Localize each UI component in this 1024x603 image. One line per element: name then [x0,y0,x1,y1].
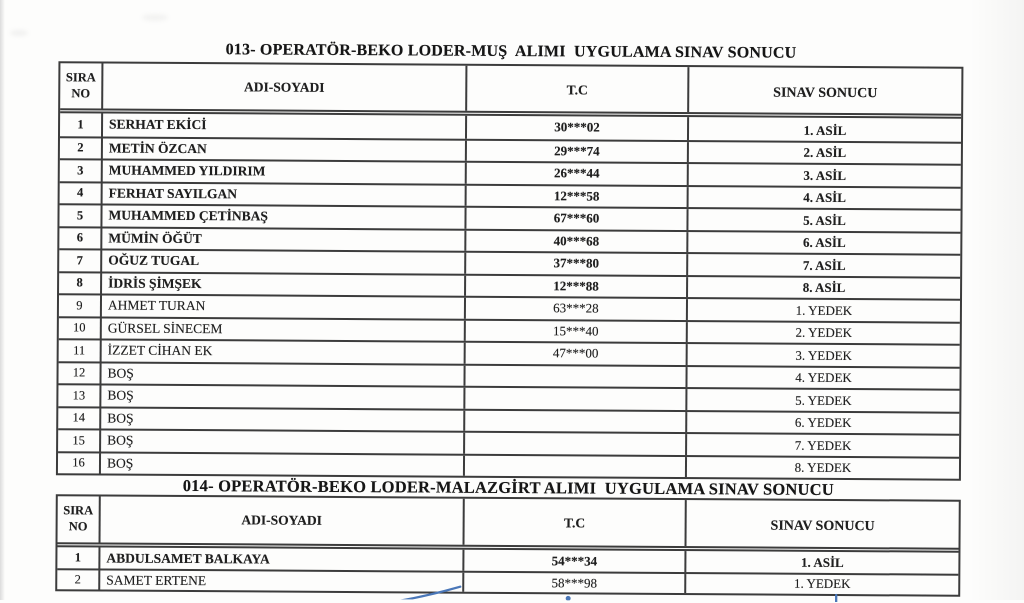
name-cell: İZZET CİHAN EK [102,340,466,363]
result-cell: 3. ASİL [689,164,961,186]
tc-cell [465,455,687,477]
result-cell: 1. YEDEK [686,574,958,595]
name-cell: FERHAT SAYILGAN [103,183,467,206]
header-sira-line2: NO [69,519,88,535]
row-number-cell: 7 [59,250,102,271]
row-number-cell: 11 [59,340,102,361]
tc-cell: 63***28 [466,298,688,320]
name-cell: BOŞ [101,408,465,431]
row-number-cell: 14 [58,408,101,429]
header-tc: T.C [465,499,687,546]
name-cell: BOŞ [101,430,465,453]
header-tc: T.C [467,66,689,112]
result-cell: 3. YEDEK [688,344,960,366]
name-cell: SAMET ERTENE [100,570,464,591]
header-sira-line1: SIRA [66,70,96,86]
row-number-cell: 4 [60,183,103,204]
tc-cell: 29***74 [467,140,689,162]
tc-cell: 30***02 [467,116,689,140]
header-sira-no [58,496,101,542]
table-014-title: 014- OPERATÖR-BEKO LODER-MALAZGİRT ALIMI UYGULAMA SINAV SONUCU [56,475,961,501]
result-cell: 5. YEDEK [687,389,959,411]
row-number-cell: 16 [58,453,101,474]
row-number-cell: 10 [59,318,102,339]
row-number-cell: 5 [59,205,102,226]
row-number-cell: 2 [60,138,103,159]
table-014-body [57,547,958,595]
name-cell: BOŞ [101,363,465,386]
tc-cell [465,433,687,455]
name-cell: METİN ÖZCAN [103,138,467,161]
result-cell: 8. ASİL [688,277,960,299]
tc-cell [465,410,687,432]
name-cell: MUHAMMED ÇETİNBAŞ [102,205,466,228]
results-table-013 [56,61,964,481]
table-014-header-row [57,496,958,553]
row-number-cell: 9 [59,295,102,316]
result-cell: 1. ASİL [689,117,961,141]
row-number-cell: 2 [57,570,100,589]
result-cell: 7. YEDEK [687,434,959,456]
result-cell: 1. ASİL [686,551,958,574]
pen-dot [566,596,571,601]
row-number-cell: 1 [57,547,100,568]
name-cell: BOŞ [101,453,465,476]
tc-cell: 26***44 [467,163,689,185]
row-number-cell: 8 [59,273,102,294]
tc-cell [465,365,687,387]
tc-cell: 12***88 [466,275,688,297]
tc-cell: 58***98 [464,573,686,593]
name-cell: BOŞ [101,385,465,408]
result-cell: 2. ASİL [689,142,961,164]
result-cell: 6. YEDEK [687,412,959,434]
tc-cell: 37***80 [466,253,688,275]
name-cell: İDRİS ŞİMŞEK [102,273,466,296]
tc-cell: 47***00 [466,343,688,365]
name-cell: OĞUZ TUGAL [102,250,466,273]
row-number-cell: 1 [60,113,103,136]
header-sira-no [60,63,103,108]
header-sinav-sonucu: SINAV SONUCU [687,500,959,548]
name-cell: SERHAT EKİCİ [103,113,467,138]
row-number-cell: 6 [59,228,102,249]
result-cell: 4. YEDEK [687,367,959,389]
table-013-header-row [60,63,961,119]
table-013-body [58,113,961,478]
header-sira-line1: SIRA [63,504,93,520]
row-number-cell: 13 [58,385,101,406]
result-cell: 7. ASİL [688,254,960,276]
row-number-cell: 15 [58,430,101,451]
result-cell: 8. YEDEK [687,457,959,479]
table-013-title: 013- OPERATÖR-BEKO LODER-MUŞ ALIMI UYGULAMA SINAV SONUCU [58,40,963,64]
name-cell: GÜRSEL SİNECEM [102,318,466,341]
tc-cell: 15***40 [466,320,688,342]
row-number-cell: 12 [58,363,101,384]
name-cell: AHMET TURAN [102,295,466,318]
header-adi-soyadi: ADI-SOYADI [101,496,465,544]
result-cell: 1. YEDEK [688,299,960,321]
header-adi-soyadi: ADI-SOYADI [103,63,467,110]
tc-cell: 54***34 [464,550,686,572]
tc-cell: 67***60 [466,208,688,230]
name-cell: MÜMİN ÖĞÜT [102,228,466,251]
name-cell: ABDULSAMET BALKAYA [100,547,464,570]
results-table-014 [55,494,961,597]
tc-cell: 40***68 [466,230,688,252]
name-cell: MUHAMMED YILDIRIM [103,160,467,183]
tc-cell: 12***58 [467,185,689,207]
header-sira-line2: NO [71,86,90,102]
result-cell: 5. ASİL [688,209,960,231]
header-sinav-sonucu: SINAV SONUCU [689,67,961,114]
result-cell: 6. ASİL [688,232,960,254]
result-cell: 2. YEDEK [688,322,960,344]
result-cell: 4. ASİL [689,187,961,209]
tc-cell [465,388,687,410]
row-number-cell: 3 [60,160,103,181]
